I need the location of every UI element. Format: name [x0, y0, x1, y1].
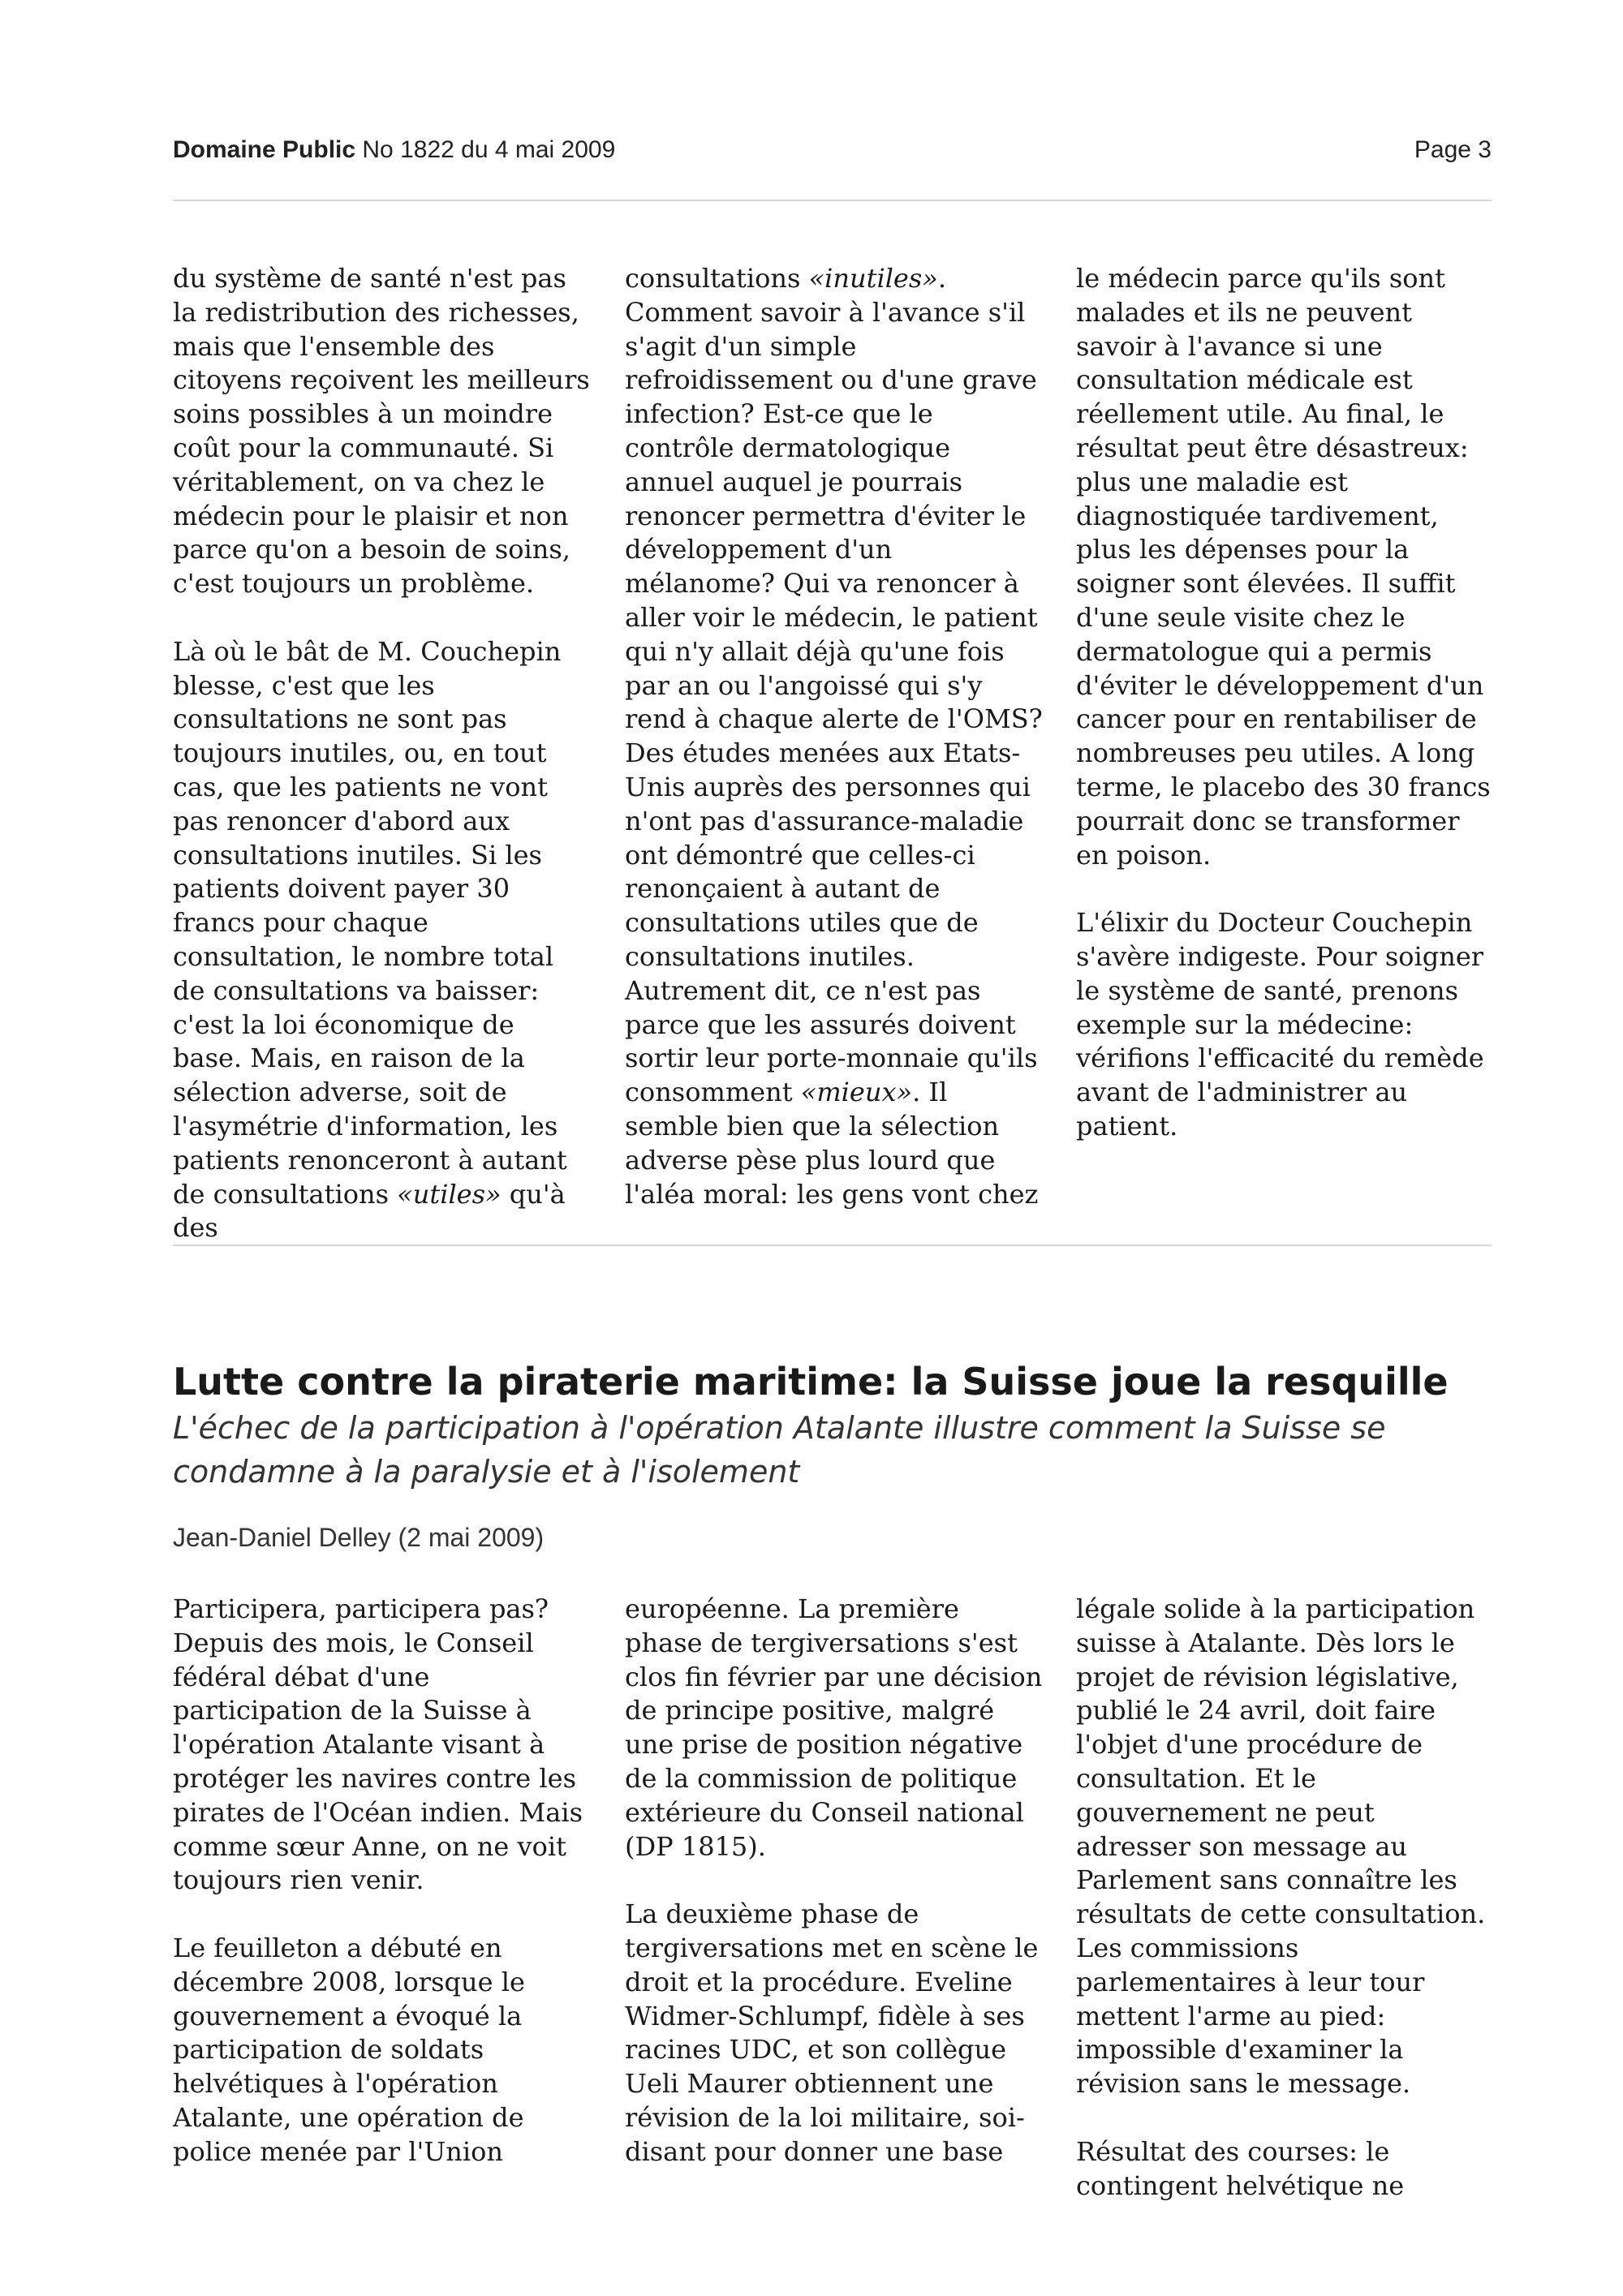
paragraph: consultations «inutiles». Comment savoir à l'avance s'il s'agit d'un simple refroidissement ou d'une grave infection? Est-ce que le contrôle dermatologique annuel auquel je pourrais renoncer permettra d'éviter le développement d'un mélanome? Qui va renoncer à aller voir le médecin, le patient qui n'y allait déjà qu'une fois par an ou l'angoissé qui s'y rend à chaque alerte de l'OMS? Des études menées aux Etats-Unis auprès des personnes qui n'ont pas d'assurance-maladie ont démontré que celles-ci renonçaient à autant de consultations utiles que de consultations inutiles. Autrement dit, ce n'est pas parce que les assurés doivent sortir leur porte-monnaie qu'ils consomment «mieux». Il semble bien que la sélection adverse pèse plus lourd que l'aléa moral: les gens vont chez — [625, 263, 1043, 1210]
prev-column-1 — [173, 262, 591, 1245]
section-divider — [173, 1245, 1492, 1246]
prev-column-3 — [1076, 262, 1494, 1144]
page-header — [173, 130, 1492, 201]
paragraph: le médecin parce qu'ils sont malades et ils ne peuvent savoir à l'avance si une consultation médicale est réellement utile. Au final, le résultat peut être désastreux: plus une maladie est diagnostiquée tardivement, plus les dépenses pour la soigner sont élevées. Il suffit d'une seule visite chez le dermatologue qui a permis d'éviter le développement d'un cancer pour en rentabiliser de nombreuses peu utiles. A long terme, le placebo des 30 francs pourrait donc se transformer en poison. — [1076, 263, 1491, 871]
paragraph: Participera, participera pas? Depuis des mois, le Conseil fédéral débat d'une participation de la Suisse à l'opération Atalante visant à protéger les navires contre les pirates de l'Océan indien. Mais comme sœur Anne, on ne voit toujours rien venir. — [173, 1593, 583, 1896]
previous-article-body — [173, 262, 1492, 1244]
article-column-3 — [1076, 1593, 1494, 2203]
paragraph: L'élixir du Docteur Couchepin s'avère indigeste. Pour soigner le système de santé, prenons exemple sur la médecine: vérifions l'efficacité du remède avant de l'administrer au patient. — [1076, 907, 1484, 1142]
issue-info: No 1822 du 4 mai 2009 — [362, 136, 616, 163]
article-byline: Jean-Daniel Delley (2 mai 2009) — [173, 1523, 545, 1552]
paragraph: du système de santé n'est pas la redistribution des richesses, mais que l'ensemble des citoyens reçoivent les meilleurs soins possibles à un moindre coût pour la communauté. Si véritablement, on va chez le médecin pour le plaisir et non parce qu'on a besoin de soins, c'est toujours un problème. — [173, 263, 590, 600]
article-title: Lutte contre la piraterie maritime: la Suisse joue la resquille — [173, 1360, 1449, 1404]
paragraph: Là où le bât de M. Couchepin blesse, c'est que les consultations ne sont pas toujours inutiles, ou, en tout cas, que les patients ne vont pas renoncer d'abord aux consultations inutiles. Si les patients doivent payer 30 francs pour chaque consultation, le nombre total de consultations va baisser: c'est la loi économique de base. Mais, en raison de la sélection adverse, soit de l'asymétrie d'information, les patients renonceront à autant de consultations «utiles» qu'à des — [173, 635, 567, 1244]
article-body — [173, 1593, 1492, 2201]
paragraph: européenne. La première phase de tergiversations s'est clos fin février par une décision de principe positive, malgré une prise de position négative de la commission de politique extérieure du Conseil national (DP 1815). — [625, 1593, 1043, 1862]
page-number: Page 3 — [1414, 136, 1492, 163]
paragraph: Résultat des courses: le contingent helvétique ne — [1076, 2135, 1405, 2201]
publication-name: Domaine Public — [173, 136, 356, 163]
article-subtitle: L'échec de la participation à l'opération Atalante illustre comment la Suisse se condamne à la paralysie et à l'isolement — [173, 1410, 1386, 1490]
paragraph: légale solide à la participation suisse à Atalante. Dès lors le projet de révision législative, publié le 24 avril, doit faire l'objet d'une procédure de consultation. Et le gouvernement ne peut adresser son message au Parlement sans connaître les résultats de cette consultation. Les commissions parlementaires à leur tour mettent l'arme au pied: impossible d'examiner la révision sans le message. — [1076, 1593, 1486, 2100]
article-column-1 — [173, 1593, 591, 2169]
prev-column-2 — [625, 262, 1043, 1211]
paragraph: La deuxième phase de tergiversations met en scène le droit et la procédure. Eveline Widmer-Schlumpf, fidèle à ses racines UDC, et son collègue Ueli Maurer obtiennent une révision de la loi militaire, soi-disant pour donner une base — [625, 1898, 1039, 2167]
article-column-2 — [625, 1593, 1043, 2169]
publication-line — [173, 136, 615, 164]
paragraph: Le feuilleton a débuté en décembre 2008, lorsque le gouvernement a évoqué la participation de soldats helvétiques à l'opération Atalante, une opération de police menée par l'Union — [173, 1932, 525, 2167]
